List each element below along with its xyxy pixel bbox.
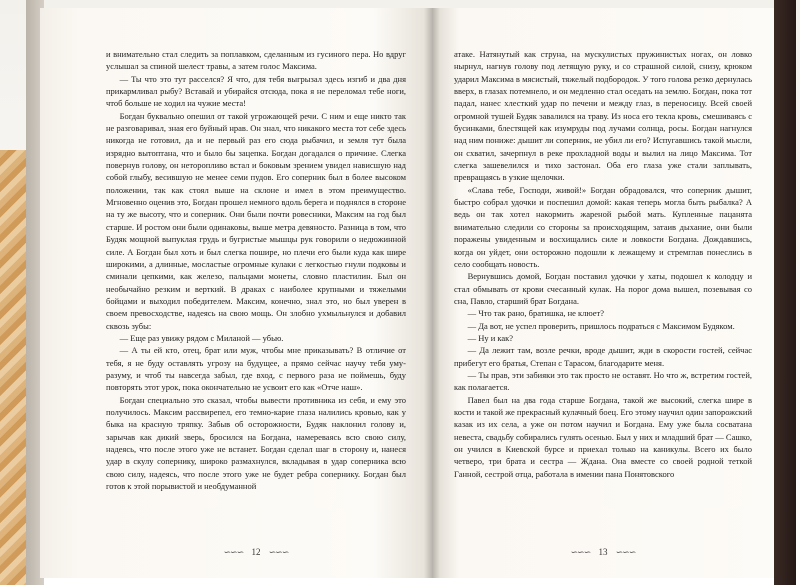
paragraph: — Ну и как? — [467, 332, 514, 343]
page-number: 13 — [598, 546, 608, 557]
paragraph: Вернувшись домой, Богдан поставил удочки у хаты, подошел к колодцу и стал обмывать от крови счесанный кулак. На порог дома вышел, позевывая со сна, Павло, старший брат Богдана. — [454, 271, 752, 306]
paragraph: — Да вот, не успел проверить, пришлось подраться с Максимом Будяком. — [467, 320, 735, 331]
right-page — [432, 8, 778, 578]
paragraph: Павел был на два года старше Богдана, такой же высокий, слегка шире в кости и такой же прекрасный кулачный боец. Его этому научил один запорожский казак из их села, а уже он потом научил и Богдана. Ему уже была сосватана невеста, свадьбу собирались гулять осенью. Был у них и младший брат — Сашко, он учился в Киевской бурсе и приехал только на каникулы. Всего их было четверо, три брата и сестра — Ждана. Она вместе со своей родной теткой Ганной, сестрой отца, работала в имении пана Понятовского — [454, 394, 752, 479]
paragraph: — Ты что это тут расселся? Я что, для тебя выгрызал здесь изгиб и два дня прикармливал рыбу? Вставай и убирайся отсюда, пока я не переломал тебе ноги, чтоб больше не ходил на чужие места! — [106, 73, 406, 109]
ornament-icon: ∽∽∽ — [615, 546, 636, 557]
paragraph: — Да лежит там, возле речки, вроде дышит, жди в скорости гостей, сейчас прибегут его братья, Степан с Тарасом, благодарите меня. — [454, 345, 752, 368]
page-number-footer — [40, 546, 432, 558]
paragraph: Богдан специально это сказал, чтобы вывести противника из себя, и ему это получилось. Максим рассвирепел, его темно-карие глаза налились кровью, как у быка на красную тряпку. Забыв об осторожности, Будяк наклонил голову и, зарычав как дикий зверь, бросился на Богдана, намереваясь всю свою силу, надеясь, что после этого уже не встанет. Богдан сделал шаг в сторону и, нанеся удар в скулу сопернику, широко размахнулся, вкладывая в удар соперника всю свою силу, надеясь, что после этого уже не будет ребра сопернику. Богдан был готов к этой порывистой и необдуманной — [106, 394, 406, 492]
left-page — [40, 8, 432, 578]
paragraph: — Что так рано, братишка, не клюет? — [467, 308, 605, 319]
page-number-footer — [432, 546, 778, 558]
paragraph: Богдан буквально опешил от такой угрожающей речи. С ним и еще никто так не разговаривал, зная его буйный нрав. Он знал, что никакого места тот себе здесь никогда не готовил, да и не первый раз его сюда рыбачил, и земля тут была изрядно вытоптана, что и было бы зацепка. Богдан догадался о причине. Слегка повернув голову, он неторопливо встал и боковым зрением увидел нависшую над собой глыбу, весившую не менее семи пудов. Его соперник был в более высоком положении, так как стоял выше на склоне и имел в этом преимущество. Мгновенно оценив это, Богдан прошел немного вдоль берега и поднялся в стороне на ту же высоту, что и соперник. Они были почти ровесники, Максим на год был старше. И ростом они были одинаковы, выше метра девяносто. Разница в том, что Будяк мощной выпуклая грудь и бугристые мышцы рук говорили о недюжинной силе. А Богдан был хоть и был слегка пошире, но плечи его были куда как шире широкими, а длинные, мосластые огромные кулаки с легкостью гнули подковы и сминали цепкими, как железо, пальцами монеты, словно пластилин. Был он необычайно резким и верткий. В драках с наиболее крупными и тяжелыми бойцами и выходил победителем. Максим, конечно, знал это, но был уверен в своем превосходстве, надеясь на свою мощь. Он злобно ухмыльнулся и добавил сквозь зубы: — [106, 110, 407, 331]
paragraph: «Слава тебе, Господи, живой!» Богдан обрадовался, что соперник дышит, быстро собрал удочки и поспешил домой: какая теперь могла быть рыбалка? А ведь он так хотел накормить жареной рыбой мать. Купленные пацанята внимательно следили со стороны за происходящим, затаив дыхание, они были поражены увиденным и восхищались силе и ловкости Богдана. Дождавшись, когда он уйдет, они осторожно подошли к лежащему и стремглав понеслись в село сообщать новость. — [454, 184, 752, 269]
book-gutter — [424, 8, 440, 578]
book-cover-right-edge — [774, 0, 796, 585]
page-number: 12 — [251, 546, 261, 557]
open-book — [26, 0, 796, 585]
paragraph: — Еще раз увижу рядом с Миланой — убью. — [119, 332, 284, 343]
paragraph: атаке. Натянутый как струна, на мускулистых пружинистых ногах, он ловко нырнул, нагнув голову под летящую руку, и со страшной силой, снизу, крюком ударил Максима в мясистый, тяжелый подбородок. У того голова резко дернулась вверх, в глазах потемнело, и он медленно стал оседать на землю. Богдан, пока тот падал, нанес хлесткий удар по печени и между глаз, в переносицу. Всей своей огромной тушей Будяк завалился на траву. Из носа его текла кровь, смешиваясь с бусинками, блестящей как изумруды под лучами солнца, росы. Богдан нагнулся над ним пониже: дышит ли соперник, не убил ли его? Испугавшись такой мысли, он схватил, зачерпнул в реке прохладной воды и вылил на лицо Максима. Тот слегка зашевелился и тихо застонал. Оба его глаза уже стали заплывать, превращаясь в узкие щелочки. — [454, 49, 752, 183]
right-page-text — [454, 48, 752, 480]
paragraph: и внимательно стал следить за поплавком, сделанным из гусиного пера. Но вдруг услышал за спиной шелест травы, а затем голос Максима. — [106, 49, 406, 72]
ornament-icon: ∽∽∽ — [268, 546, 289, 557]
ornament-icon: ∽∽∽ — [223, 546, 244, 557]
paragraph: — А ты ей кто, отец, брат или муж, чтобы мне приказывать? В отличие от тебя, я не буду оставлять угрозу на будущее, а прямо сейчас научу тебя уму-разуму, и чтоб ты навсегда забыл, где вход, с первого раза не поймешь, буду повторять этот урок, пока окончательно не усвоит его как «Отче наш». — [106, 345, 406, 393]
ornament-icon: ∽∽∽ — [570, 546, 591, 557]
paragraph: — Ты прав, эти забияки это так просто не оставят. Но что ж, встретим гостей, как полагается. — [454, 369, 752, 393]
left-page-text — [106, 48, 406, 492]
